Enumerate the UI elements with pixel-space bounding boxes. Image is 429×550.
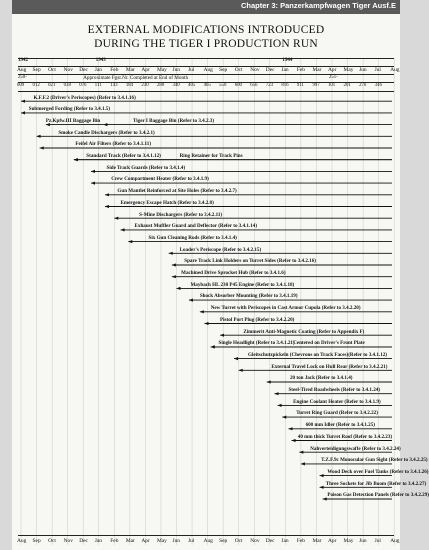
feature-bar-arrow: [105, 193, 109, 196]
feature-bar-arrow: [74, 158, 78, 161]
feature-label: 600 mm Idler (Refer to 3.4.1.25): [305, 422, 375, 429]
feature-label: New Turret with Periscopes in Cast Armor Cupola (Refer to 3.4.2.20): [210, 305, 361, 312]
month-label-bottom: Oct: [48, 538, 56, 544]
header-rule: [18, 58, 394, 59]
book-page: [12, 0, 429, 550]
feature-bar-arrow: [40, 146, 44, 149]
month-label-top: Mar: [125, 67, 135, 73]
production-number: 009: [17, 83, 25, 88]
feature-bar-arrow: [91, 170, 95, 173]
month-label-top: Aug: [17, 67, 27, 73]
feature-label: Three Sockets for Jib Boom (Refer to 3.4.2.27): [325, 480, 427, 487]
feature-label: Engine Coolant Heater (Refer to 3.4.1.9): [293, 398, 381, 405]
month-label-bottom: Dec: [79, 538, 88, 544]
feature-label: Loader's Periscope (Refer to 3.4.2.15): [179, 246, 262, 253]
month-label-top: Dec: [265, 67, 275, 73]
production-number: 276: [359, 83, 367, 88]
feature-bar-arrow: [211, 345, 215, 348]
feature-bar-arrow: [278, 404, 282, 407]
feature-bar-arrow: [21, 111, 25, 114]
month-label-bottom: Jul: [374, 538, 381, 544]
month-label-top: Nov: [250, 67, 260, 73]
feature-label: Nahverteidigungswaffe (Refer to 3.4.2.24): [310, 445, 401, 452]
feature-bar-arrow: [288, 427, 292, 430]
production-number: 076: [79, 83, 87, 88]
month-label-top: Mar: [312, 67, 322, 73]
feature-label: Single Headlight (Refer to 3.4.1.21): [218, 340, 295, 347]
feature-bar-arrow: [274, 392, 278, 395]
chart-title-line-2: DURING THE TIGER I PRODUCTION RUN: [94, 38, 318, 50]
feature-bar-arrow: [114, 217, 118, 220]
feature-label: Side Track Guards (Refer to 3.4.1.4): [106, 164, 186, 171]
month-label-bottom: May: [156, 538, 167, 544]
feature-label: External Travel Lock on Hull Rear (Refer to 3.4.2.21): [271, 363, 388, 370]
feature-label: T.Z.F.9c Monocular Gun Sight (Refer to 3.4.2.25): [321, 457, 428, 464]
feature-label: Maybach HL 230 P45 Engine (Refer to 3.4.1.18): [190, 281, 295, 288]
feature-bar-arrow: [323, 497, 327, 500]
chart-title-line-1: EXTERNAL MODIFICATIONS INTRODUCED: [87, 24, 325, 36]
month-label-bottom: Jan: [94, 538, 102, 544]
month-label-bottom: Sep: [32, 538, 41, 544]
feature-label: Zimmerit Anti-Magnetic Coating (Refer to Appendix F): [243, 328, 365, 335]
feature-bar-arrow: [172, 263, 176, 266]
header-rule: [18, 535, 394, 536]
year-label: 1942: [18, 58, 28, 63]
feature-bar-arrow: [121, 228, 125, 231]
feature-bar-arrow: [320, 486, 324, 489]
chapter-title: Chapter 3: Panzerkampfwagen Tiger Ausf.E: [240, 1, 396, 10]
month-label-top: Sep: [32, 67, 41, 73]
month-label-bottom: Mar: [312, 538, 322, 544]
feature-label: Poison Gas Detection Panels (Refer to 3.4.2.29): [327, 492, 429, 499]
month-label-top: Feb: [110, 67, 119, 73]
feature-bar-arrow: [172, 275, 176, 278]
month-label-top: Jul: [188, 67, 195, 73]
production-number: 280: [156, 83, 165, 88]
month-label-bottom: Jun: [172, 538, 180, 544]
feature-label: Gleitschutzpickeln (Chevrons on Track Faces)(Refer to 3.4.1.12): [248, 351, 387, 358]
month-label-bottom: Jan: [281, 538, 289, 544]
production-number: 101: [328, 83, 336, 88]
feature-bar-arrow: [301, 462, 305, 465]
month-label-top: Sep: [219, 67, 228, 73]
month-label-top: Oct: [234, 67, 243, 73]
production-number: 346: [374, 83, 382, 88]
production-number: 143: [110, 83, 118, 88]
feature-label: Pz.Kpfw.III Baggage Bin: [45, 117, 101, 124]
month-label-top: May: [156, 67, 167, 73]
month-label-top: Apr: [328, 67, 337, 73]
production-number: 012: [32, 83, 40, 88]
feature-bar-arrow: [200, 310, 204, 313]
feature-label: Standard Track (Refer to 3.4.1.12): [86, 153, 161, 159]
feature-bar-arrow: [103, 123, 107, 126]
month-label-top: Jan: [94, 67, 102, 73]
production-number: 816: [281, 83, 289, 88]
feature-label: Six Gun Cleaning Rods (Refer to 3.4.1.4): [148, 234, 237, 241]
production-number: 184: [125, 83, 134, 88]
feature-label: S-Mine Dischargers (Refer to 3.4.2.11): [139, 211, 223, 218]
month-label-top: Dec: [79, 67, 88, 73]
production-number: 723: [265, 83, 273, 88]
production-number: 911: [296, 83, 304, 88]
feature-label: Crew Compartment Heater (Refer to 3.4.1.9): [111, 176, 209, 183]
approx-caption: Approximate Fgst.Nr. Completed at End of Month: [83, 75, 189, 81]
production-number: 038: [63, 83, 71, 88]
production-number: 021: [48, 83, 56, 88]
feature-bar-arrow: [320, 474, 324, 477]
production-number: 997: [312, 83, 320, 88]
month-label-top: Feb: [296, 67, 305, 73]
header-rule: [18, 91, 394, 92]
production-number: 405: [188, 83, 196, 88]
month-label-bottom: Feb: [296, 538, 305, 544]
month-label-top: Aug: [390, 67, 400, 73]
month-label-bottom: Feb: [110, 538, 119, 544]
production-number: 550: [219, 83, 227, 88]
feature-label: Gun Mantlet Reinforced at Site Holes (Refer to 3.4.2.7): [117, 188, 237, 195]
feature-bar-arrow: [128, 240, 132, 243]
feature-bar-arrow: [189, 299, 193, 302]
production-number: 201: [343, 83, 351, 88]
month-label-top: Jan: [281, 67, 289, 73]
feature-label: Feifel Air Filters (Refer to 3.4.1.11): [75, 141, 152, 148]
production-number: 600: [234, 83, 242, 88]
feature-label: Spare Track Link Holders on Turret Sides (Refer to 3.4.2.16): [184, 258, 316, 265]
feature-label: Submerged Fording (Refer to 3.4.1.5): [28, 106, 111, 113]
month-label-bottom: Apr: [141, 538, 150, 544]
feature-label: 20 ton Jack (Refer to 3.4.1.4): [290, 375, 353, 382]
month-label-bottom: Mar: [125, 538, 135, 544]
feature-bar-arrow: [91, 182, 95, 185]
feature-bar-arrow: [267, 380, 271, 383]
month-label-bottom: Aug: [17, 538, 27, 544]
feature-label: Tiger I Baggage Bin (Refer to 3.4.2.3): [132, 117, 215, 124]
feature-label: Turret Ring Guard (Refer to 3.4.2.22): [296, 410, 378, 417]
month-label-top: Aug: [203, 67, 213, 73]
production-start-label: 250-: [18, 75, 27, 80]
feature-label: Pistol Port Plug (Refer to 3.4.2.20): [220, 316, 295, 323]
feature-bar-arrow: [169, 252, 173, 255]
feature-bar-arrow: [282, 416, 286, 419]
feature-label: Emergency Escape Hatch (Refer to 3.4.2.8): [120, 199, 214, 206]
month-label-top: Jun: [359, 67, 367, 73]
production-number: 465: [203, 83, 211, 88]
feature-label: K.F.F.2 (Driver's Periscopes) (Refer to 3.4.1.16): [33, 94, 136, 101]
month-label-top: May: [343, 67, 354, 73]
feature-bar-arrow: [177, 287, 181, 290]
month-label-bottom: Jun: [359, 538, 367, 544]
month-label-bottom: Dec: [265, 538, 275, 544]
month-label-top: Oct: [48, 67, 56, 73]
production-number: 340: [172, 83, 180, 88]
month-label-top: Nov: [63, 67, 73, 73]
feature-bar-arrow: [21, 100, 25, 103]
feature-label: Centered on Driver's Front Plate: [293, 340, 365, 347]
feature-bar-arrow: [292, 439, 296, 442]
month-label-bottom: Oct: [234, 538, 243, 544]
year-label: 1944: [282, 58, 293, 63]
feature-bar-arrow: [299, 451, 303, 454]
feature-label: Shock Absorber Mounting (Refer to 3.4.1.19): [199, 293, 298, 300]
month-label-bottom: Aug: [390, 538, 400, 544]
month-label-top: Jun: [172, 67, 180, 73]
feature-bar-arrow: [37, 135, 41, 138]
feature-label: Exhaust Muffler Guard and Deflector (Refer to 3.4.1.14): [134, 223, 258, 230]
year-label: 1943: [95, 58, 106, 63]
month-label-bottom: Nov: [250, 538, 260, 544]
feature-label: Smoke Candle Dischargers (Refer to 3.4.2.1): [58, 129, 155, 136]
month-label-bottom: May: [343, 538, 354, 544]
feature-bar-arrow: [239, 369, 243, 372]
month-label-bottom: Sep: [219, 538, 228, 544]
month-label-bottom: Nov: [63, 538, 73, 544]
month-label-bottom: Apr: [328, 538, 337, 544]
month-label-top: Jul: [374, 67, 381, 73]
production-restart-label: 251-: [329, 75, 338, 80]
feature-label: 40 mm thick Turret Roof (Refer to 3.4.2.23): [297, 433, 393, 440]
production-number: 111: [94, 83, 102, 88]
feature-bar-arrow: [204, 322, 208, 325]
feature-label: Wood Deck over Fuel Tanks (Refer to 3.4.1.26): [327, 468, 429, 475]
production-number: 230: [141, 83, 149, 88]
feature-bar-arrow: [220, 334, 224, 337]
month-label-bottom: Jul: [188, 538, 195, 544]
feature-bar-arrow: [234, 357, 238, 360]
month-label-top: Apr: [141, 67, 150, 73]
feature-label: Machined Drive Sprocket Hub (Refer to 3.4.1.6): [181, 270, 286, 276]
feature-bar-arrow: [105, 205, 109, 208]
month-label-bottom: Aug: [203, 538, 213, 544]
production-number: 656: [250, 83, 258, 88]
feature-label: Ring Retainer for Track Pins: [179, 153, 243, 159]
feature-label: Steel-Tired Roadwheels (Refer to 3.4.1.24): [288, 387, 380, 393]
